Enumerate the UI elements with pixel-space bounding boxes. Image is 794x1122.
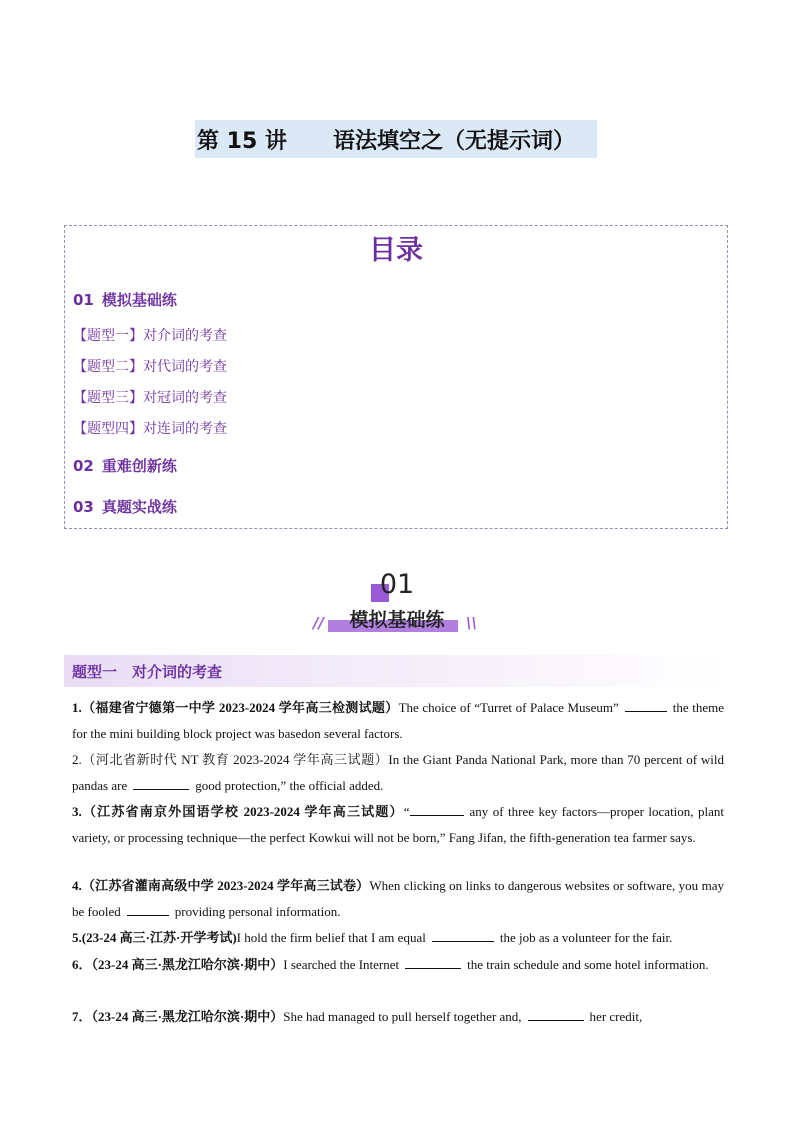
question-source: （23-24 高三·黑龙江哈尔滨·期中） xyxy=(91,1009,284,1024)
answer-blank[interactable] xyxy=(625,699,667,712)
toc-item-3[interactable]: 【题型三】对冠词的考查 xyxy=(73,390,227,406)
answer-blank[interactable] xyxy=(405,956,461,969)
question-6 xyxy=(72,952,724,978)
question-2 xyxy=(72,747,724,799)
question-type-header xyxy=(64,655,728,687)
section-badge-number: 01 xyxy=(379,569,415,600)
toc-section-number: 03 xyxy=(73,498,94,516)
question-7 xyxy=(72,1004,724,1030)
question-text-after: providing personal information. xyxy=(174,904,341,919)
toc-item-1[interactable]: 【题型一】对介词的考查 xyxy=(73,328,227,344)
question-number: 2. xyxy=(72,752,82,767)
question-source: （江苏省灌南高级中学 2023-2024 学年高三试卷） xyxy=(81,878,370,893)
question-3 xyxy=(72,799,724,851)
question-number: 1. xyxy=(72,700,82,715)
answer-blank[interactable] xyxy=(432,929,494,942)
lecture-number: 第 15 讲 xyxy=(197,128,287,154)
question-number: 7． xyxy=(72,1009,92,1024)
question-4 xyxy=(72,873,724,925)
toc-section-label: 真题实战练 xyxy=(101,498,177,516)
section-badge-label: 模拟基础练 xyxy=(349,609,445,631)
toc-section-3[interactable] xyxy=(73,496,177,517)
question-text-before: The choice of “Turret of Palace Museum” xyxy=(398,700,619,715)
question-text-before: She had managed to pull herself together and, xyxy=(283,1009,522,1024)
question-text-before: I searched the Internet xyxy=(283,957,400,972)
table-of-contents xyxy=(64,225,728,529)
question-number: 5. xyxy=(72,930,82,945)
toc-item-2[interactable]: 【题型二】对代词的考查 xyxy=(73,359,227,375)
toc-title: 目录 xyxy=(369,235,423,266)
question-text-after: the train schedule and some hotel information. xyxy=(467,957,709,972)
answer-blank[interactable] xyxy=(410,803,464,816)
question-text-after: any of three key factors—proper location, plant variety, or processing technique—the perfect Kowkui will not be born,” Fang Jifan, the fifth-generation tea farmer says. xyxy=(72,804,724,845)
question-text-before: I hold the firm belief that I am equal xyxy=(236,930,426,945)
question-source: （23-24 高三·黑龙江哈尔滨·期中） xyxy=(91,957,284,972)
badge-right-slash: \\ xyxy=(466,614,477,632)
question-source: （河北省新时代 NT 教育 2023-2024 学年高三试题） xyxy=(81,752,389,767)
question-text-before: “ xyxy=(403,804,410,819)
question-number: 6． xyxy=(72,957,92,972)
question-number: 4. xyxy=(72,878,82,893)
question-5 xyxy=(72,925,724,951)
toc-section-label: 重难创新练 xyxy=(101,457,177,475)
question-source: （江苏省南京外国语学校 2023-2024 学年高三试题） xyxy=(81,804,404,819)
badge-left-slash: // xyxy=(313,614,324,632)
question-text-after: good protection,” the official added. xyxy=(195,778,384,793)
question-source: （福建省宁德第一中学 2023-2024 学年高三检测试题） xyxy=(81,700,399,715)
toc-section-1[interactable] xyxy=(73,289,177,310)
question-source: (23-24 高三·江苏·开学考试) xyxy=(81,930,237,945)
toc-item-4[interactable]: 【题型四】对连词的考查 xyxy=(73,421,227,437)
question-text-after: the theme for the mini building block project was basedon several factors. xyxy=(72,700,724,741)
question-1 xyxy=(72,695,724,747)
question-text-before: In the Giant Panda National Park, more than 70 percent of wild pandas are xyxy=(72,752,724,793)
question-type-title: 题型一 对介词的考查 xyxy=(72,663,223,681)
answer-blank[interactable] xyxy=(133,777,189,790)
lecture-topic: 语法填空之（无提示词） xyxy=(332,128,575,154)
answer-blank[interactable] xyxy=(127,903,169,916)
question-text-after: her credit, xyxy=(589,1009,643,1024)
question-text-before: When clicking on links to dangerous websites or software, you may be fooled xyxy=(72,878,724,919)
question-number: 3. xyxy=(72,804,82,819)
lecture-title-bar xyxy=(195,120,597,158)
toc-section-label: 模拟基础练 xyxy=(101,291,177,309)
toc-section-number: 01 xyxy=(73,291,94,309)
toc-section-2[interactable] xyxy=(73,455,177,476)
answer-blank[interactable] xyxy=(528,1008,584,1021)
toc-section-number: 02 xyxy=(73,457,94,475)
question-text-after: the job as a volunteer for the fair. xyxy=(499,930,673,945)
